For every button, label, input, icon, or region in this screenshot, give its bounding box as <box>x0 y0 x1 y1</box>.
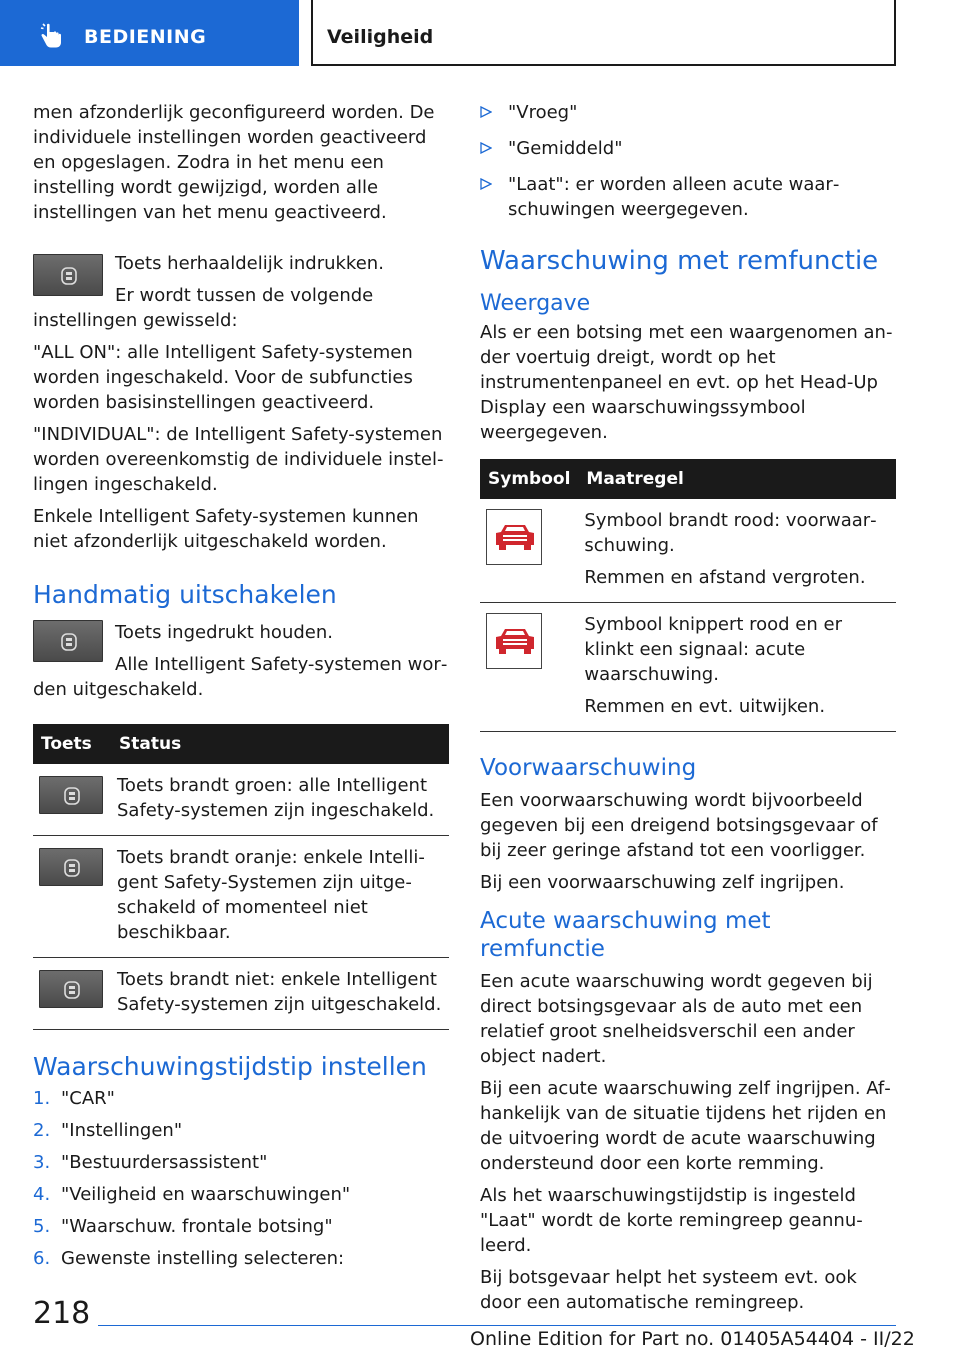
table-header-status: Status <box>111 724 449 764</box>
status-green-text: Toets brandt groen: alle Intelligent Safety-systemen zijn ingeschakeld. <box>111 764 449 836</box>
press-repeat-block <box>33 251 449 333</box>
list-item: 6. Gewenste instelling selecteren: <box>33 1248 345 1269</box>
list-item: 4. "Veiligheid en waarschuwingen" <box>33 1184 351 1205</box>
symbol-flash-text: Symbool knippert rood en er klinkt een signaal: acute waarschuwing. <box>584 614 842 685</box>
right-column <box>480 100 896 1322</box>
prewarning-text: Een voorwaarschuwing wordt bijvoorbeeld gegeven bij een dreigend botsingsgevaar of bij zeer geringe afstand tot een voorligger. <box>480 790 878 861</box>
button-status-table <box>33 724 449 1030</box>
table-row <box>480 603 896 732</box>
list-item: "Vroeg" <box>480 100 896 125</box>
status-off-text: Toets brandt niet: enkele Intelligent Safety-systemen zijn uitgeschakeld. <box>111 958 449 1030</box>
heading-display: Weergave <box>480 291 591 316</box>
heading-timing: Waarschuwingstijdstip instellen <box>33 1052 427 1081</box>
safety-button-icon <box>39 776 103 814</box>
all-off-text: Alle Intelligent Safety-systemen worden uitgeschakeld. <box>33 654 448 700</box>
acute-text-3: Als het waarschuwingstijdstip is ingesteld "Laat" wordt de korte remingreep geannuleerd. <box>480 1185 863 1256</box>
acute-text-2: Bij een acute waarschuwing zelf ingrijpen. Afhankelijk van de situatie tijdens het rijden en de uitvoering wordt de acute waarschuwing ondersteund door een korte remming. <box>480 1078 891 1174</box>
left-column <box>33 100 449 1278</box>
switch-text: Er wordt tussen de volgende instellingen gewisseld: <box>33 285 374 331</box>
symbol-table <box>480 459 896 732</box>
options-list <box>480 100 896 222</box>
hand-pointer-icon <box>36 21 66 51</box>
list-item: 1. "CAR" <box>33 1088 115 1109</box>
heading-acute: Acute waarschuwing met remfunctie <box>480 908 771 962</box>
individual-text: "INDIVIDUAL": de Intelligent Safety-systemen worden overeenkomstig de individuele instellingen ingeschakeld. <box>33 424 444 495</box>
car-warning-icon <box>486 509 542 565</box>
intro-paragraph: men afzonderlijk geconfigureerd worden. De individuele instellingen worden geactiveerd en opgeslagen. Zodra in het menu een instelling wordt gewijzigd, worden alle instellingen van het menu geactiveerd. <box>33 102 435 223</box>
table-row <box>480 499 896 603</box>
table-header-maatregel: Maatregel <box>578 459 896 499</box>
footer-divider <box>98 1325 896 1326</box>
car-warning-icon <box>486 613 542 669</box>
triangle-bullet-icon <box>480 142 492 154</box>
list-item: 3. "Bestuurdersassistent" <box>33 1152 268 1173</box>
heading-warning: Waarschuwing met remfunctie <box>480 246 879 276</box>
edition-text: Online Edition for Part no. 01405A54404 - II/22 <box>470 1328 915 1350</box>
chapter-label: BEDIENING <box>84 26 207 48</box>
heading-prewarning: Voorwaarschuwing <box>480 755 697 781</box>
symbol-red-action: Remmen en afstand vergroten. <box>584 567 866 588</box>
list-item: 2. "Instellingen" <box>33 1120 183 1141</box>
chapter-tab <box>0 0 299 66</box>
section-header <box>311 0 896 66</box>
press-hold-block <box>33 620 449 702</box>
some-note-text: Enkele Intelligent Safety-systemen kunnen niet afzonderlijk uitgeschakeld worden. <box>33 506 419 552</box>
list-item: "Gemiddeld" <box>480 136 896 161</box>
list-item: 5. "Waarschuw. frontale botsing" <box>33 1216 333 1237</box>
table-header-toets: Toets <box>33 724 111 764</box>
table-row <box>33 836 449 958</box>
safety-button-icon <box>33 620 103 662</box>
table-row <box>33 958 449 1030</box>
press-repeat-text: Toets herhaaldelijk indrukken. <box>115 253 384 274</box>
acute-text: Een acute waarschuwing wordt gegeven bij direct botsingsgevaar als de auto met een relatief groot snelheidsverschil een ander object nadert. <box>480 971 873 1067</box>
symbol-flash-action: Remmen en evt. uitwijken. <box>584 696 826 717</box>
safety-button-icon <box>33 254 103 296</box>
symbol-red-text: Symbool brandt rood: voorwaarschuwing. <box>584 510 877 556</box>
acute-text-4: Bij botsgevaar helpt het systeem evt. ook door een automatische remingreep. <box>480 1267 857 1313</box>
section-title: Veiligheid <box>327 26 434 48</box>
triangle-bullet-icon <box>480 106 492 118</box>
press-hold-text: Toets ingedrukt houden. <box>115 622 333 643</box>
prewarning-text-2: Bij een voorwaarschuwing zelf ingrijpen. <box>480 872 845 893</box>
all-on-text: "ALL ON": alle Intelligent Safety-systemen worden ingeschakeld. Voor de subfuncties worden basisinstellingen geactiveerd. <box>33 342 413 413</box>
page-number: 218 <box>33 1296 91 1331</box>
list-item: "Laat": er worden alleen acute waarschuwingen weergegeven. <box>480 172 896 222</box>
status-orange-text: Toets brandt oranje: enkele Intelligent Safety-Systemen zijn uitgeschakeld of momenteel niet beschikbaar. <box>111 836 449 958</box>
steps-list <box>33 1086 449 1271</box>
safety-button-icon <box>39 848 103 886</box>
table-row <box>33 764 449 836</box>
table-header-symbool: Symbool <box>480 459 578 499</box>
display-text: Als er een botsing met een waargenomen ander voertuig dreigt, wordt op het instrumentenpaneel en evt. op het Head-Up Display een waarschuwingssymbool weergegeven. <box>480 322 893 443</box>
triangle-bullet-icon <box>480 178 492 190</box>
heading-manual: Handmatig uitschakelen <box>33 580 337 609</box>
safety-button-icon <box>39 970 103 1008</box>
